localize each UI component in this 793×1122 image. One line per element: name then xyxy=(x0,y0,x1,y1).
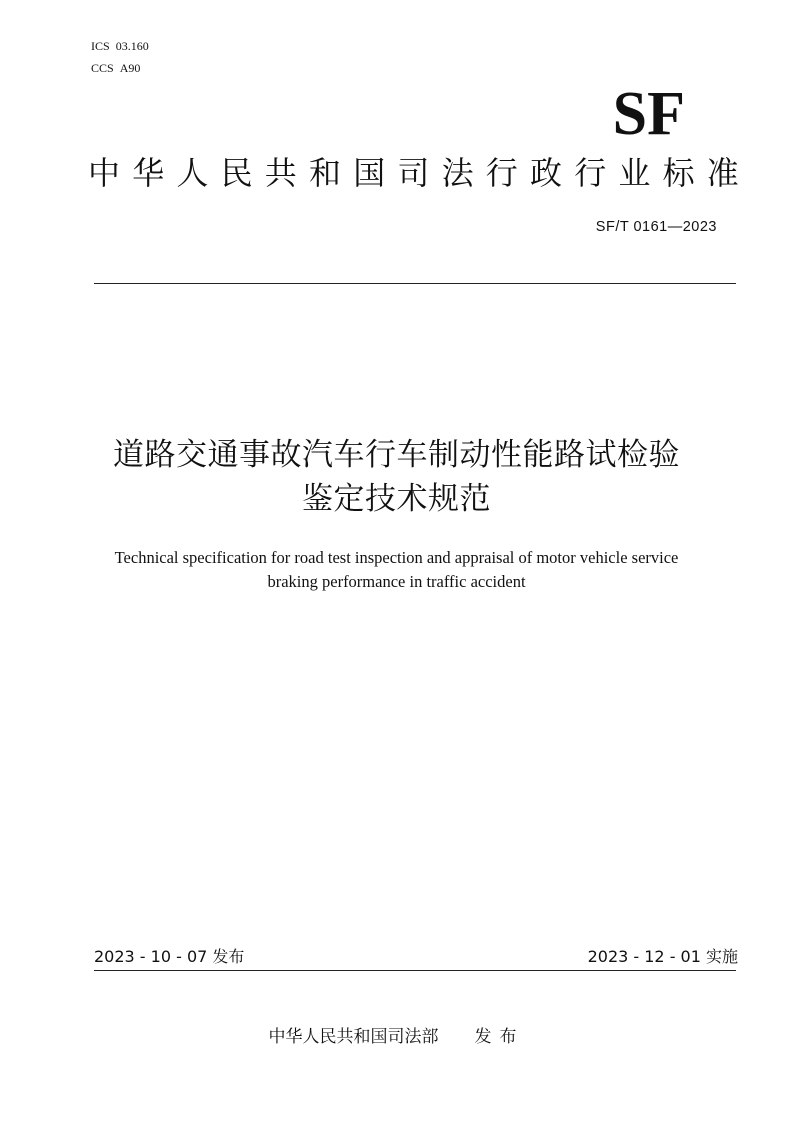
top-divider xyxy=(94,283,736,284)
ics-code: 03.160 xyxy=(115,39,149,53)
ccs-classification xyxy=(91,61,140,75)
english-title-line-2: braking performance in traffic accident xyxy=(267,572,526,591)
sf-logo: SF xyxy=(612,80,685,148)
bottom-divider xyxy=(94,970,736,971)
standard-number: SF/T 0161—2023 xyxy=(595,219,717,235)
chinese-title-line-1: 道路交通事故汽车行车制动性能路试检验 xyxy=(113,437,680,473)
publisher-line xyxy=(0,1025,793,1049)
ics-classification xyxy=(91,39,149,53)
implementation-date: 2023 - 12 - 01 实施 xyxy=(587,947,738,966)
ccs-label: CCS xyxy=(91,61,114,75)
chinese-title-line-2: 鉴定技术规范 xyxy=(302,481,491,517)
organization-title: 中华人民共和国司法行政行业标准 xyxy=(88,154,752,192)
publisher-name: 中华人民共和国司法部 xyxy=(268,1027,439,1047)
ccs-code: A90 xyxy=(119,61,141,75)
english-title-line-1: Technical specification for road test inspection and appraisal of motor vehicle service xyxy=(114,548,679,567)
issue-date: 2023 - 10 - 07 发布 xyxy=(94,947,245,966)
ics-label: ICS xyxy=(91,39,110,53)
publisher-action: 发布 xyxy=(474,1027,525,1047)
